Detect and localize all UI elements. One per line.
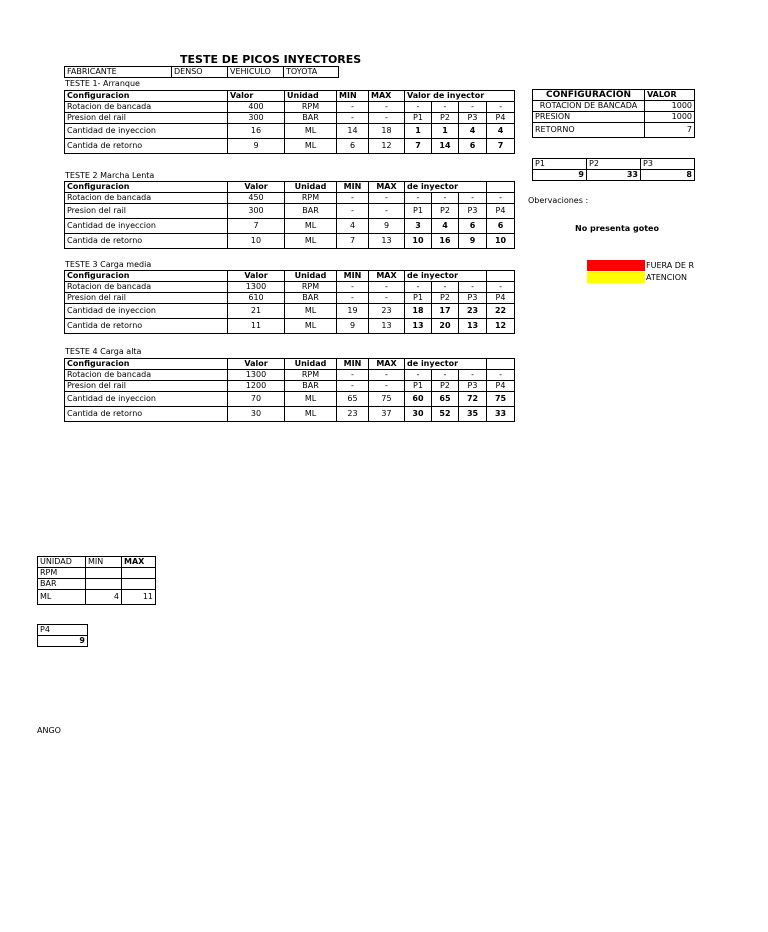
cell-p2: - (432, 193, 459, 204)
row-label: Cantidad de inyeccion (65, 392, 228, 407)
row-label: Rotacion de bancada (65, 370, 228, 381)
cell-p1: - (405, 282, 432, 293)
p-header: P2 (587, 159, 641, 170)
cell-max: - (369, 293, 405, 304)
cell-valor[interactable]: 300 (228, 113, 285, 124)
cell-valor[interactable]: 30 (228, 407, 285, 422)
col-valor: Valor (228, 271, 285, 282)
cell-p1[interactable]: 13 (405, 319, 432, 334)
cell-valor[interactable]: 21 (228, 304, 285, 319)
cell-valor[interactable]: 11 (228, 319, 285, 334)
cell-p3[interactable]: 23 (459, 304, 487, 319)
cell-unidad: BAR (285, 204, 337, 219)
cell-max: - (369, 102, 405, 113)
col-valor: Valor (228, 182, 285, 193)
cell-unidad: ML (285, 124, 337, 139)
legend-swatch-red (587, 260, 645, 271)
row-label: Rotacion de bancada (65, 102, 228, 113)
config-row-label: RETORNO (533, 123, 645, 138)
cell-unidad: ML (285, 219, 337, 234)
legend-label-atencion: ATENCION (646, 273, 688, 282)
cell-min: 9 (337, 319, 369, 334)
p4-value[interactable]: 9 (38, 636, 88, 647)
observaciones-label: Obervaciones : (528, 196, 589, 205)
cell-p4[interactable]: 10 (487, 234, 515, 249)
fabricante-label: FABRICANTE (65, 67, 172, 78)
cell-p4[interactable]: 75 (487, 392, 515, 407)
range-max[interactable]: 11 (122, 590, 156, 605)
cell-p2[interactable]: 4 (432, 219, 459, 234)
cell-p2[interactable]: 14 (432, 139, 459, 154)
col-max: MAX (369, 182, 405, 193)
col-de-inyector: de inyector (405, 271, 487, 282)
vehiculo-label: VEHICULO (228, 67, 284, 78)
cell-unidad: RPM (285, 102, 337, 113)
col-unidad: Unidad (285, 91, 337, 102)
cell-p3[interactable]: 35 (459, 407, 487, 422)
col-empty (487, 271, 515, 282)
cell-unidad: RPM (285, 282, 337, 293)
cell-p4: P4 (487, 204, 515, 219)
cell-p1: P1 (405, 204, 432, 219)
cell-min: - (337, 113, 369, 124)
unidad-range-table (37, 556, 156, 605)
cell-max: 23 (369, 304, 405, 319)
cell-max: 18 (369, 124, 405, 139)
cell-valor[interactable]: 70 (228, 392, 285, 407)
range-unidad: RPM (38, 568, 86, 579)
cell-p1: P1 (405, 293, 432, 304)
cell-p4: - (487, 193, 515, 204)
cell-valor[interactable]: 450 (228, 193, 285, 204)
cell-max: 13 (369, 234, 405, 249)
config-row-value[interactable]: 7 (645, 123, 695, 138)
cell-p3: P3 (459, 204, 487, 219)
cell-unidad: RPM (285, 193, 337, 204)
cell-unidad: ML (285, 407, 337, 422)
cell-p2: P2 (432, 204, 459, 219)
test1-title: TESTE 1- Arranque (65, 79, 140, 88)
col-configuracion: Configuracion (65, 271, 228, 282)
cell-valor[interactable]: 16 (228, 124, 285, 139)
cell-min: - (337, 204, 369, 219)
cell-p1: - (405, 370, 432, 381)
cell-max: 75 (369, 392, 405, 407)
cell-p1[interactable]: 1 (405, 124, 432, 139)
cell-unidad: ML (285, 392, 337, 407)
cell-p3: - (459, 282, 487, 293)
test2-table (64, 181, 515, 249)
cell-p3[interactable]: 4 (459, 124, 487, 139)
p4-table (37, 624, 88, 647)
col-max: MAX (369, 359, 405, 370)
p-value[interactable]: 9 (533, 170, 587, 181)
row-label: Cantida de retorno (65, 139, 228, 154)
p-header: P3 (641, 159, 695, 170)
document-title: TESTE DE PICOS INYECTORES (180, 53, 362, 66)
fabricante-value[interactable]: DENSO (172, 67, 228, 78)
cell-p4[interactable]: 7 (487, 139, 515, 154)
range-max[interactable] (122, 568, 156, 579)
range-unidad: BAR (38, 579, 86, 590)
cell-p1: P1 (405, 381, 432, 392)
cell-max: - (369, 113, 405, 124)
row-label: Presion del rail (65, 204, 228, 219)
row-label: Rotacion de bancada (65, 193, 228, 204)
cell-min: 14 (337, 124, 369, 139)
row-label: Rotacion de bancada (65, 282, 228, 293)
cell-p2: - (432, 370, 459, 381)
config-head-value: VALOR (645, 90, 695, 101)
p-value[interactable]: 8 (641, 170, 695, 181)
vehiculo-value[interactable]: TOYOTA (284, 67, 339, 78)
cell-p4[interactable]: 12 (487, 319, 515, 334)
cell-min: 65 (337, 392, 369, 407)
cell-max: - (369, 204, 405, 219)
cell-max: 13 (369, 319, 405, 334)
cell-p3: P3 (459, 293, 487, 304)
cell-p3[interactable]: 6 (459, 139, 487, 154)
row-label: Presion del rail (65, 113, 228, 124)
cell-min: - (337, 102, 369, 113)
cell-p4: - (487, 282, 515, 293)
col-empty (487, 359, 515, 370)
cell-p4: P4 (487, 113, 515, 124)
cell-p2[interactable]: 20 (432, 319, 459, 334)
col-valor: Valor (228, 359, 285, 370)
row-label: Cantida de retorno (65, 234, 228, 249)
cell-p4[interactable]: 22 (487, 304, 515, 319)
cell-p3[interactable]: 6 (459, 219, 487, 234)
cell-p4: P4 (487, 293, 515, 304)
col-de-inyector: de inyector (405, 182, 487, 193)
cell-unidad: ML (285, 139, 337, 154)
cell-max: - (369, 370, 405, 381)
range-header-min: MIN (86, 557, 122, 568)
cell-min: 4 (337, 219, 369, 234)
cell-p4: P4 (487, 381, 515, 392)
cell-min: 23 (337, 407, 369, 422)
cell-unidad: RPM (285, 370, 337, 381)
col-valor: Valor (228, 91, 285, 102)
col-configuracion: Configuracion (65, 182, 228, 193)
range-min[interactable] (86, 579, 122, 590)
cell-valor[interactable]: 610 (228, 293, 285, 304)
cell-unidad: ML (285, 304, 337, 319)
cell-unidad: ML (285, 319, 337, 334)
cell-min: 7 (337, 234, 369, 249)
cell-valor[interactable]: 10 (228, 234, 285, 249)
cell-unidad: BAR (285, 381, 337, 392)
col-configuracion: Configuracion (65, 359, 228, 370)
test3-table (64, 270, 515, 334)
cell-p1[interactable]: 30 (405, 407, 432, 422)
col-valor-inyector: Valor de inyector (405, 91, 515, 102)
cell-valor[interactable]: 1200 (228, 381, 285, 392)
p-value[interactable]: 33 (587, 170, 641, 181)
cell-p4[interactable]: 6 (487, 219, 515, 234)
col-max: MAX (369, 271, 405, 282)
cell-max: 9 (369, 219, 405, 234)
cell-p4[interactable]: 33 (487, 407, 515, 422)
row-label: Cantida de retorno (65, 319, 228, 334)
col-unidad: Unidad (285, 359, 337, 370)
test3-title: TESTE 3 Carga media (65, 260, 152, 269)
p-values-table (532, 158, 695, 181)
cell-min: - (337, 193, 369, 204)
cell-min: - (337, 282, 369, 293)
test4-title: TESTE 4 Carga alta (65, 347, 142, 356)
cell-p2: - (432, 282, 459, 293)
cell-unidad: BAR (285, 293, 337, 304)
cell-p1[interactable]: 10 (405, 234, 432, 249)
range-max[interactable] (122, 579, 156, 590)
col-min: MIN (337, 271, 369, 282)
header-info-table (64, 66, 339, 78)
cell-p1: - (405, 102, 432, 113)
config-row-value[interactable]: 1000 (645, 101, 695, 112)
range-min[interactable] (86, 568, 122, 579)
cell-p1: P1 (405, 113, 432, 124)
config-row-value[interactable]: 1000 (645, 112, 695, 123)
cell-p2[interactable]: 52 (432, 407, 459, 422)
cell-p2: P2 (432, 293, 459, 304)
cell-p3: - (459, 370, 487, 381)
cell-p1[interactable]: 60 (405, 392, 432, 407)
cell-p2: P2 (432, 381, 459, 392)
row-label: Cantidad de inyeccion (65, 124, 228, 139)
cell-min: - (337, 381, 369, 392)
row-label: Presion del rail (65, 381, 228, 392)
cell-max: - (369, 193, 405, 204)
cell-valor[interactable]: 7 (228, 219, 285, 234)
rango-label: ANGO (37, 726, 61, 735)
cell-valor[interactable]: 1300 (228, 282, 285, 293)
cell-p2: P2 (432, 113, 459, 124)
config-row-label: PRESION (533, 112, 645, 123)
cell-p2[interactable]: 1 (432, 124, 459, 139)
legend-label-fuera: FUERA DE R (646, 261, 695, 270)
cell-p3: - (459, 193, 487, 204)
cell-p2[interactable]: 17 (432, 304, 459, 319)
cell-p1: - (405, 193, 432, 204)
row-label: Cantida de retorno (65, 407, 228, 422)
cell-p3[interactable]: 13 (459, 319, 487, 334)
test2-title: TESTE 2 Marcha Lenta (65, 171, 155, 180)
range-unidad: ML (38, 590, 86, 605)
cell-max: 37 (369, 407, 405, 422)
test1-table (64, 90, 515, 154)
row-label: Cantidad de inyeccion (65, 304, 228, 319)
col-configuracion: Configuracion (65, 91, 228, 102)
config-head-label: CONFIGURACION (533, 90, 645, 101)
range-header-unidad: UNIDAD (38, 557, 86, 568)
cell-min: - (337, 370, 369, 381)
config-table (532, 89, 695, 138)
config-row-label: ROTACION DE BANCADA (533, 101, 645, 112)
col-unidad: Unidad (285, 271, 337, 282)
legend-swatch-yellow (587, 272, 645, 283)
cell-valor[interactable]: 9 (228, 139, 285, 154)
cell-p3: P3 (459, 113, 487, 124)
observaciones-text: No presenta goteo (575, 224, 659, 233)
cell-valor[interactable]: 1300 (228, 370, 285, 381)
cell-max: - (369, 381, 405, 392)
cell-unidad: BAR (285, 113, 337, 124)
cell-valor[interactable]: 300 (228, 204, 285, 219)
cell-max: - (369, 282, 405, 293)
col-min: MIN (337, 359, 369, 370)
row-label: Presion del rail (65, 293, 228, 304)
col-min: MIN (337, 182, 369, 193)
row-label: Cantidad de inyeccion (65, 219, 228, 234)
cell-p3[interactable]: 72 (459, 392, 487, 407)
col-min: MIN (337, 91, 369, 102)
col-unidad: Unidad (285, 182, 337, 193)
cell-p3: P3 (459, 381, 487, 392)
test4-table (64, 358, 515, 422)
cell-p4: - (487, 102, 515, 113)
p-header: P1 (533, 159, 587, 170)
cell-valor[interactable]: 400 (228, 102, 285, 113)
cell-min: 19 (337, 304, 369, 319)
range-min[interactable]: 4 (86, 590, 122, 605)
col-empty (487, 182, 515, 193)
p4-header: P4 (38, 625, 88, 636)
cell-p2[interactable]: 65 (432, 392, 459, 407)
col-max: MAX (369, 91, 405, 102)
cell-p4[interactable]: 4 (487, 124, 515, 139)
range-header-max: MAX (122, 557, 156, 568)
cell-unidad: ML (285, 234, 337, 249)
cell-p4: - (487, 370, 515, 381)
cell-p1[interactable]: 3 (405, 219, 432, 234)
cell-p1[interactable]: 7 (405, 139, 432, 154)
cell-p2: - (432, 102, 459, 113)
cell-p2[interactable]: 16 (432, 234, 459, 249)
cell-max: 12 (369, 139, 405, 154)
cell-p3: - (459, 102, 487, 113)
cell-p1[interactable]: 18 (405, 304, 432, 319)
col-de-inyector: de inyector (405, 359, 487, 370)
cell-p3[interactable]: 9 (459, 234, 487, 249)
cell-min: 6 (337, 139, 369, 154)
cell-min: - (337, 293, 369, 304)
